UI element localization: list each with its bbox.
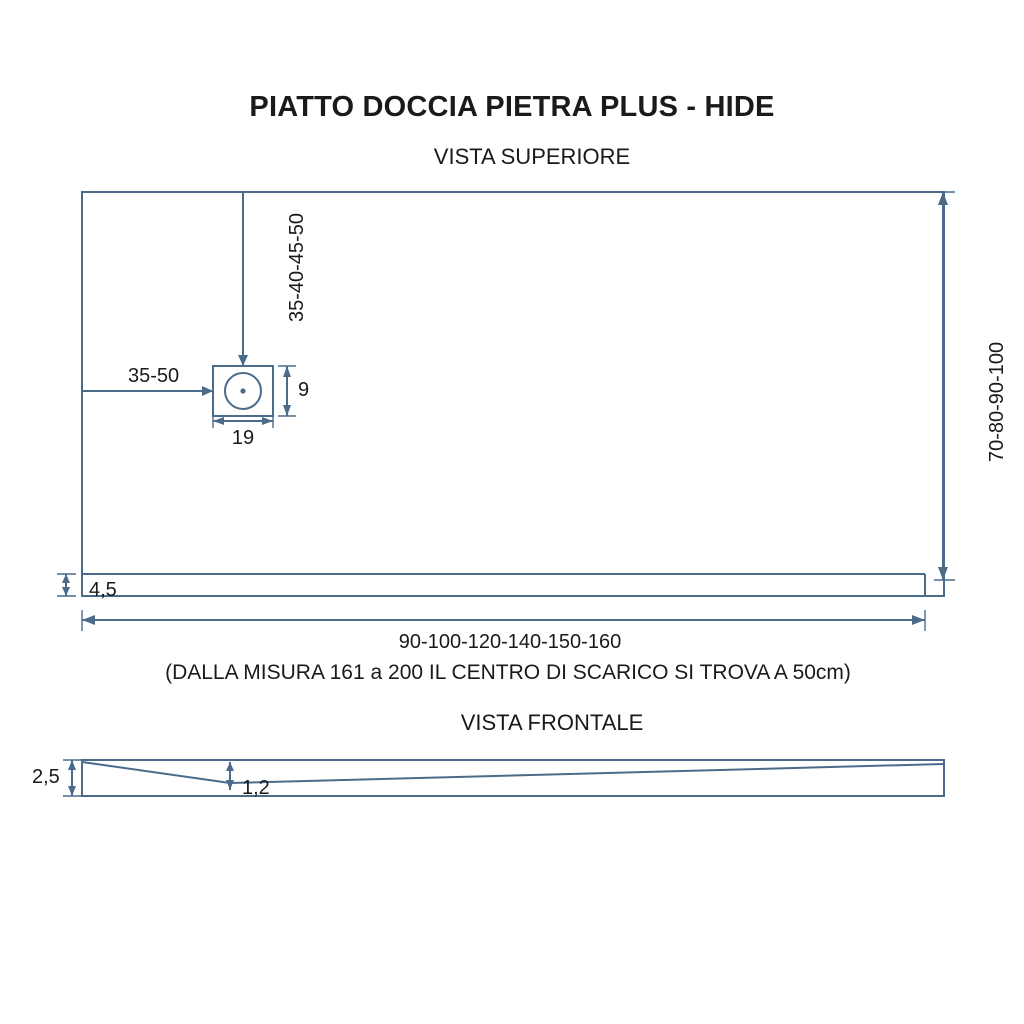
front-view-label: VISTA FRONTALE (460, 710, 644, 735)
front-view-slope-left (82, 762, 230, 783)
tray-height-label: 70-80-90-100 (986, 341, 1008, 462)
top-view-label: VISTA SUPERIORE (433, 144, 631, 169)
front-total-height-label: 2,5 (32, 766, 60, 788)
tray-width-label: 90-100-120-140-150-160 (398, 631, 622, 653)
drain-position-note: (DALLA MISURA 161 a 200 IL CENTRO DI SCARICO SI TROVA A 50cm) (165, 661, 851, 684)
front-view-slope-right (230, 764, 944, 783)
page-title: PIATTO DOCCIA PIETRA PLUS - HIDE (249, 91, 775, 123)
drain-box-height-label: 9 (298, 379, 310, 401)
drain-center-dot (241, 389, 244, 392)
tray-outline-top-view (82, 192, 944, 596)
front-view-outline (82, 760, 944, 796)
drain-vertical-arrow (238, 355, 248, 366)
slope-depth-label: 1,2 (242, 777, 270, 799)
drain-box-width-label: 19 (231, 427, 255, 449)
drain-horizontal-arrow (202, 386, 213, 396)
drain-vertical-offset-label: 35-40-45-50 (286, 213, 308, 322)
border-thickness-label: 4,5 (89, 579, 117, 601)
drain-horizontal-offset-label: 35-50 (128, 365, 180, 387)
